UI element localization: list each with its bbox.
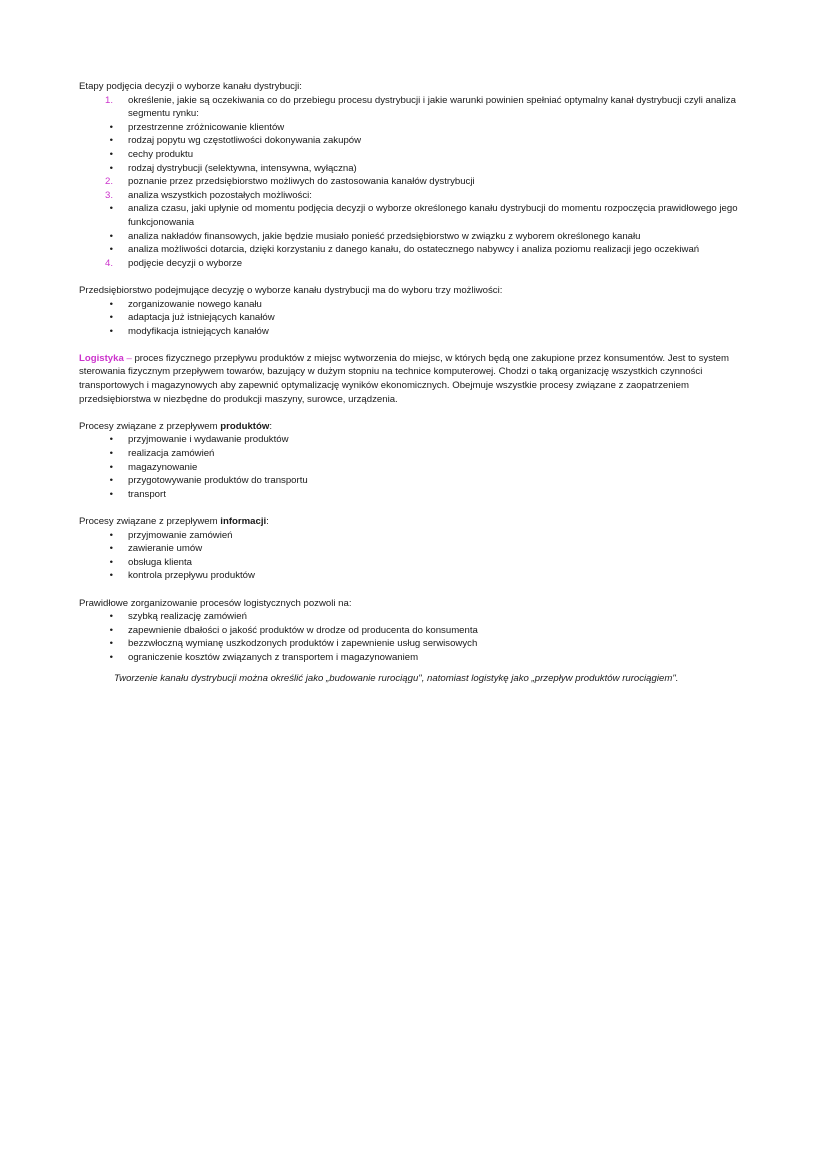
list-item [79, 529, 749, 543]
list-item-text: analiza wszystkich pozostałych możliwości: [128, 189, 312, 201]
bullet-icon: • [109, 148, 113, 160]
section-information-flow [79, 515, 749, 583]
section-intro [79, 515, 749, 529]
list-item-text: adaptacja już istniejących kanałów [128, 312, 275, 324]
list-item [79, 433, 749, 447]
section-intro: Etapy podjęcia decyzji o wyborze kanału dystrybucji: [79, 81, 302, 92]
bullet-icon: • [109, 475, 113, 487]
list-number: 3. [104, 189, 113, 201]
benefits-list [79, 610, 749, 664]
list-item-text: kontrola przepływu produktów [128, 570, 255, 582]
list-item [79, 243, 749, 257]
bullet-icon: • [109, 244, 113, 256]
bullet-icon: • [109, 556, 113, 568]
bullet-icon: • [109, 121, 113, 133]
section-distribution-steps [79, 80, 749, 270]
bullet-icon: • [109, 488, 113, 500]
bullet-icon: • [109, 434, 113, 446]
bullet-icon: • [109, 651, 113, 663]
list-item-text: realizacja zamówień [128, 448, 215, 460]
list-item [79, 569, 749, 583]
list-item [79, 162, 749, 176]
list-item-text: modyfikacja istniejących kanałów [128, 325, 269, 337]
list-item-text: przyjmowanie zamówień [128, 529, 233, 541]
bullet-icon: • [109, 529, 113, 541]
section-logistics-definition [79, 352, 749, 406]
options-list [79, 298, 749, 339]
list-item-text: rodzaj popytu wg częstotliwości dokonywania zakupów [128, 135, 362, 147]
list-item [79, 311, 749, 325]
list-item [79, 148, 749, 162]
list-item-text: zawieranie umów [128, 543, 203, 555]
intro-suffix: : [269, 420, 272, 432]
list-item [79, 230, 749, 244]
list-item [79, 175, 749, 189]
bullet-icon: • [109, 570, 113, 582]
bullet-icon: • [109, 461, 113, 473]
section-intro: Przedsiębiorstwo podejmujące decyzję o wyborze kanału dystrybucji ma do wyboru trzy możliwości: [79, 284, 503, 296]
list-item [79, 202, 749, 229]
list-item [79, 94, 749, 121]
bullet-icon: • [109, 543, 113, 555]
product-flow-list [79, 433, 749, 501]
bullet-icon: • [109, 448, 113, 460]
bullet-icon: • [109, 298, 113, 310]
list-item-text: cechy produktu [128, 148, 194, 160]
list-item-text: analiza możliwości dotarcia, dzięki korzystaniu z danego kanału, do ostatecznego nabywcy i analiza poziomu realizacji jego oczekiwań [128, 244, 700, 256]
list-item [79, 298, 749, 312]
list-item [79, 121, 749, 135]
document-body [79, 80, 749, 685]
logistics-dash: – [123, 352, 135, 364]
bullet-icon: • [109, 611, 113, 623]
intro-bold: informacji [220, 516, 267, 527]
list-item [79, 542, 749, 556]
bullet-icon: • [109, 638, 113, 650]
section-product-flow [79, 420, 749, 502]
list-item-text: bezzwłoczną wymianę uszkodzonych produktów i zapewnienie usług serwisowych [128, 638, 478, 650]
intro-suffix: : [266, 516, 269, 527]
list-item-text: analiza czasu, jaki upłynie od momentu podjęcia decyzji o wyborze określonego kanału dystrybucji do momentu rozpoczęcia prawidłowego jego funkcjonowania [128, 203, 738, 228]
list-item [79, 488, 749, 502]
intro-prefix: Procesy związane z przepływem [79, 420, 221, 432]
bullet-icon: • [109, 230, 113, 242]
list-item [79, 461, 749, 475]
list-number: 4. [104, 257, 113, 269]
steps-list [79, 94, 749, 271]
section-logistics-benefits [79, 597, 749, 665]
bullet-icon: • [109, 162, 113, 174]
section-intro [79, 420, 749, 434]
bullet-icon: • [109, 325, 113, 337]
list-item [79, 447, 749, 461]
list-item [79, 624, 749, 638]
list-item-text: zorganizowanie nowego kanału [128, 298, 262, 310]
list-item [79, 189, 749, 203]
list-item-text: obsługa klienta [128, 556, 193, 568]
logistics-term: Logistyka [79, 352, 124, 364]
logistics-paragraph [79, 352, 749, 406]
list-item-text: określenie, jakie są oczekiwania co do przebiegu procesu dystrybucji i jakie warunki powinien spełniać optymalny kanał dystrybucji czyli analiza segmentu rynku: [128, 94, 736, 120]
list-item [79, 637, 749, 651]
closing-quote: Tworzenie kanału dystrybucji można określić jako „budowanie rurociągu", natomiast logistykę jako „przepływ produktów rurociągiem". [114, 672, 679, 684]
list-item-text: podjęcie decyzji o wyborze [128, 257, 243, 269]
logistics-definition: proces fizycznego przepływu produktów z miejsc wytworzenia do miejsc, w których będą one zakupione przez konsumentów. Jest to system sterowania fizycznym przepływem towarów, bazujący w dużym stopniu na technice komputerowej. Chodzi o taką organizację wszystkich czynności transportowych i magazynowych aby zapewnić optymalizację wyników ekonomicznych. Obejmuje wszystkie procesy związane z zaopatrzeniem przedsiębiorstwa w niezbędne do produkcji maszyny, surowce, urządzenia. [79, 352, 730, 405]
list-item [79, 257, 749, 271]
list-item-text: przyjmowanie i wydawanie produktów [128, 434, 289, 446]
intro-prefix: Procesy związane z przepływem [79, 516, 221, 527]
list-number: 2. [104, 176, 113, 188]
list-item-text: transport [128, 488, 166, 500]
list-item [79, 556, 749, 570]
list-item-text: ograniczenie kosztów związanych z transportem i magazynowaniem [128, 651, 419, 663]
list-item [79, 610, 749, 624]
section-channel-options [79, 284, 749, 338]
information-flow-list [79, 529, 749, 583]
bullet-icon: • [109, 312, 113, 324]
list-item [79, 325, 749, 339]
list-item [79, 474, 749, 488]
section-intro: Prawidłowe zorganizowanie procesów logistycznych pozwoli na: [79, 597, 352, 609]
bullet-icon: • [109, 203, 113, 215]
list-item-text: zapewnienie dbałości o jakość produktów w drodze od producenta do konsumenta [128, 624, 478, 636]
list-item-text: przygotowywanie produktów do transportu [128, 475, 308, 487]
list-number: 1. [104, 94, 113, 106]
list-item-text: przestrzenne zróżnicowanie klientów [128, 121, 285, 133]
list-item-text: analiza nakładów finansowych, jakie będzie musiało ponieść przedsiębiorstwo w związku z wyborem określonego kanału [128, 230, 641, 242]
list-item [79, 651, 749, 665]
list-item-text: poznanie przez przedsiębiorstwo możliwych do zastosowania kanałów dystrybucji [128, 176, 475, 188]
bullet-icon: • [109, 624, 113, 636]
list-item-text: szybką realizację zamówień [128, 611, 247, 623]
bullet-icon: • [109, 135, 113, 147]
list-item [79, 134, 749, 148]
list-item-text: magazynowanie [128, 461, 198, 473]
list-item-text: rodzaj dystrybucji (selektywna, intensywna, wyłączna) [128, 162, 357, 174]
intro-bold: produktów [220, 420, 270, 432]
